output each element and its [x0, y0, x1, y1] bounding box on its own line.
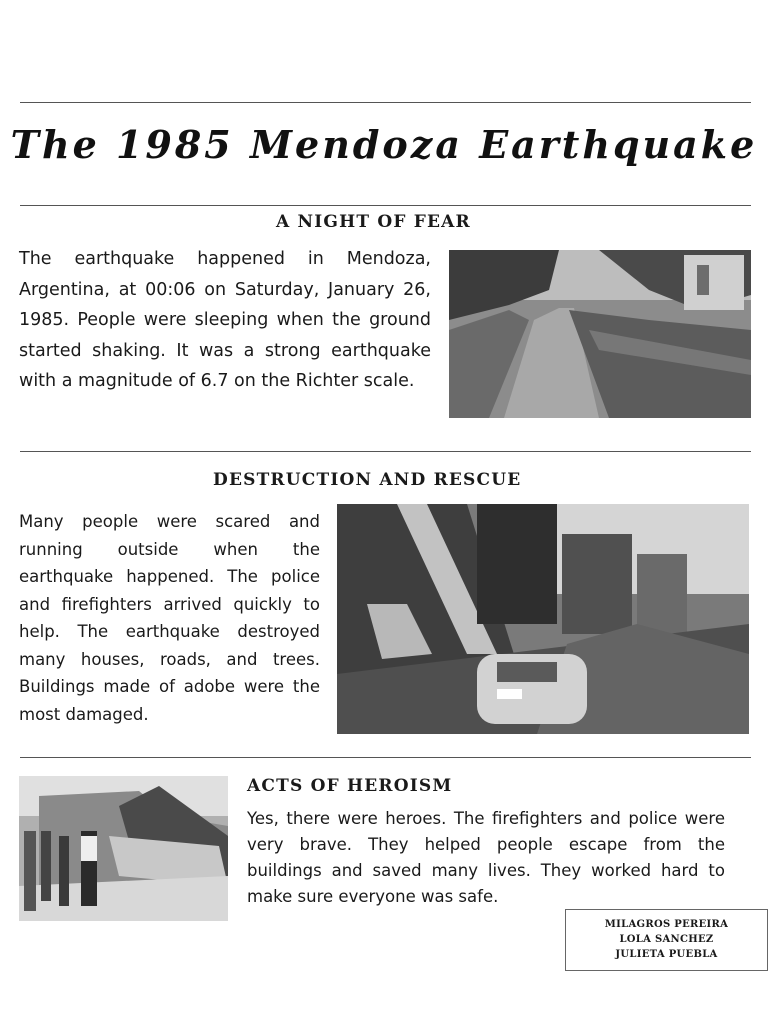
section-text-acts-of-heroism: Yes, there were heroes. The firefighters and police were very brave. They helped people escape from the buildings and saved many lives. They worked hard to make sure everyone was safe.: [247, 809, 725, 906]
section-heading-night-of-fear: A NIGHT OF FEAR: [276, 212, 471, 232]
author-name: MILAGROS PEREIRA: [604, 919, 729, 930]
page-title: The 1985 Mendoza Earthquake: [10, 122, 758, 167]
section2-bottom-rule: [20, 757, 751, 758]
photo-rescue-workers: [19, 776, 228, 921]
top-rule: [20, 102, 751, 103]
author-name: LOLA SANCHEZ: [619, 934, 714, 945]
section-heading-acts-of-heroism: ACTS OF HEROISM: [247, 776, 453, 796]
title-bottom-rule: [20, 205, 751, 206]
author-name: JULIETA PUEBLA: [615, 949, 718, 960]
section1-bottom-rule: [20, 451, 751, 452]
authors-box: [565, 909, 768, 971]
section-text-night-of-fear: The earthquake happened in Mendoza, Argentina, at 00:06 on Saturday, January 26, 1985. People were sleeping when the ground started shaking. It was a strong earthquake with a magnitude of 6.7 on the Richter scale.: [19, 249, 431, 391]
photo-damaged-street: [449, 250, 751, 418]
section-heading-destruction-rescue: DESTRUCTION AND RESCUE: [213, 470, 522, 490]
photo-collapsed-buildings-car: [337, 504, 749, 734]
section-text-destruction-rescue: Many people were scared and running outside when the earthquake happened. The police and firefighters arrived quickly to help. The earthquake destroyed many houses, roads, and trees. Buildings made of adobe were the most damaged.: [19, 512, 320, 724]
